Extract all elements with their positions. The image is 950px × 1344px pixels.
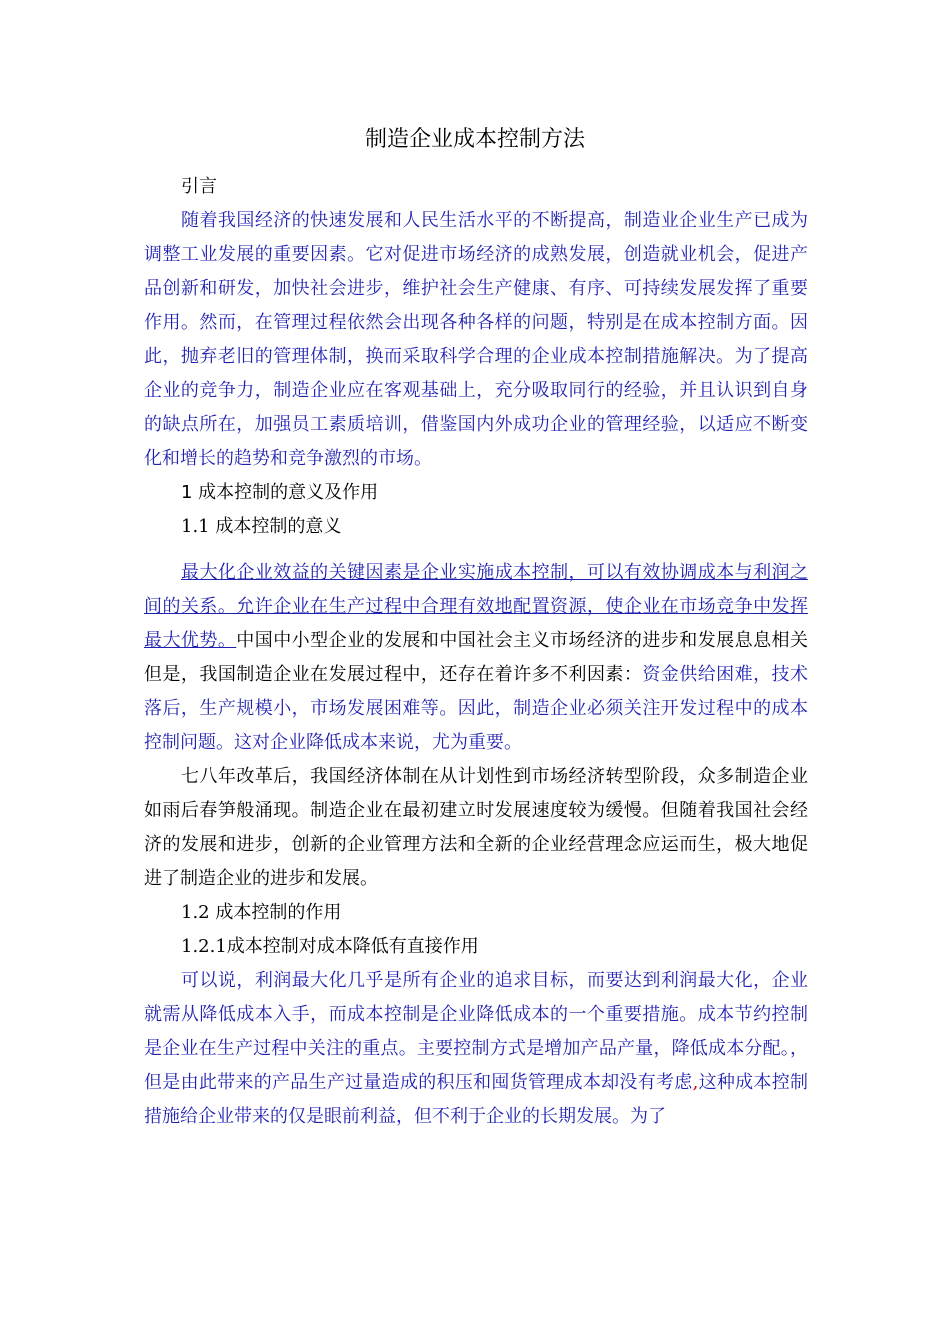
- intro-paragraph: 随着我国经济的快速发展和人民生活水平的不断提高，制造业企业生产已成为调整工业发展的重要因素。它对促进市场经济的成熟发展，创造就业机会，促进产品创新和研发，加快社会进步，维护社会生产健康、有序、可持续发展发挥了重要作用。然而，在管理过程依然会出现各种各样的问题，特别是在成本控制方面。因此，抛弃老旧的管理体制，换而采取科学合理的企业成本控制措施解决。为了提高企业的竞争力，制造企业应在客观基础上，充分吸取同行的经验，并且认识到自身的缺点所在，加强员工素质培训，借鉴国内外成功企业的管理经验，以适应不断变化和增长的趋势和竞争激烈的市场。: [144, 210, 808, 469]
- red-comma-mark: ,: [692, 1072, 699, 1093]
- section-1-1-paragraph-2: 七八年改革后，我国经济体制在从计划性到市场经济转型阶段，众多制造企业如雨后春笋般涌现。制造企业在最初建立时发展速度较为缓慢。但随着我国社会经济的发展和进步，创新的企业管理方法和全新的企业经营理念应运而生，极大地促进了制造企业的进步和发展。: [144, 766, 808, 889]
- document-body: [144, 170, 808, 1134]
- intro-heading: 引言: [181, 176, 217, 197]
- document-title: 制造企业成本控制方法: [364, 127, 585, 152]
- underlined-link-text[interactable]: 最大化企业效益的关键因素是企业实施成本控制，可以有效协调成本与利润之间的关系。允许企业在生产过程中合理有效地配置资源，使企业在市场竞争中发挥最大优势。: [144, 562, 808, 651]
- section-1-1-heading: 1.1 成本控制的意义: [181, 516, 342, 537]
- paragraph-black-text: 中国中小型企业的发展和中国社会主义市场经济的进步和发展息息相关但是，我国制造企业在发展过程中，还存在着许多不利因素：: [144, 630, 809, 685]
- paragraph-text-b: 这种成本控制措施给企业带来的仅是眼前利益，但不利于企业的长期发展。为了: [144, 1072, 809, 1127]
- section-1-1-paragraph-1: [144, 556, 808, 760]
- section-1-heading: 1 成本控制的意义及作用: [181, 482, 379, 503]
- section-1-2-1-heading: 1.2.1成本控制对成本降低有直接作用: [181, 936, 479, 957]
- paragraph-text-a: 可以说，利润最大化几乎是所有企业的追求目标，而要达到利润最大化，企业就需从降低成本入手，而成本控制是企业降低成本的一个重要措施。成本节约控制是企业在生产过程中关注的重点。主要控制方式是增加产品产量，降低成本分配。，但是由此带来的产品生产过量造成的积压和囤货管理成本却没有考虑: [144, 970, 808, 1093]
- paragraph-blue-text: 资金供给困难，技术落后，生产规模小，市场发展困难等。因此，制造企业必须关注开发过程中的成本控制问题。这对企业降低成本来说，尤为重要。: [144, 664, 809, 753]
- section-1-2-heading: 1.2 成本控制的作用: [181, 902, 342, 923]
- section-1-2-1-paragraph: [144, 964, 808, 1134]
